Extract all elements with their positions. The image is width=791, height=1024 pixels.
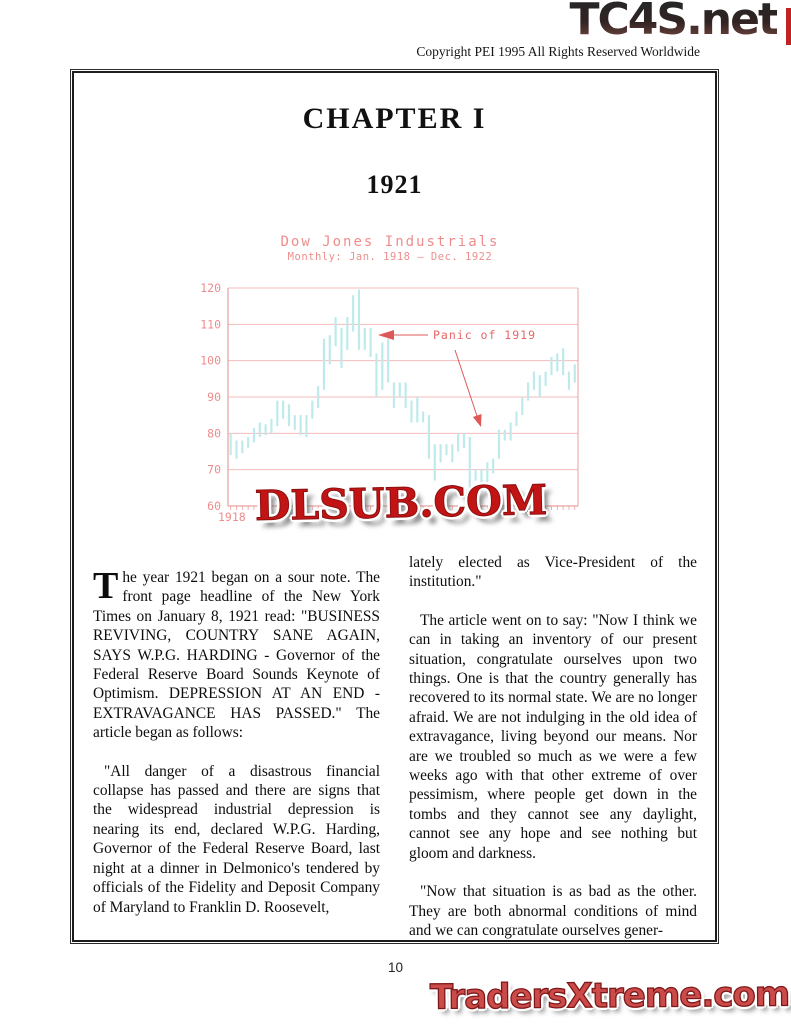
y-axis-tick-label: 90 xyxy=(207,390,221,404)
chapter-year: 1921 xyxy=(366,170,423,199)
copyright-line: Copyright PEI 1995 All Rights Reserved Worldwide xyxy=(416,44,700,59)
page-edge-red-mark xyxy=(786,8,791,45)
y-axis-tick-label: 60 xyxy=(207,499,221,513)
paragraph: The article went on to say: "Now I think we can in taking an inventory of our present situation, congratulate ourselves upon two things. One is that the country generally has recovered to its normal state. We are no longer afraid. We are not indulging in the old idea of extravagance, living beyond our means. Nor are we troubled so much as we were a few weeks ago with that other extreme of over pessimism, where people get down in the tombs and they cannot see any daylight, cannot see any hope and see nothing but gloom and darkness. xyxy=(409,611,697,862)
article-left-column xyxy=(93,565,380,936)
y-axis-tick-label: 80 xyxy=(207,426,221,441)
annotation-arrow-line xyxy=(455,350,477,416)
article-right-column xyxy=(409,553,697,959)
paragraph-text: he year 1921 began on a sour note. The front page headline of the New York Times on January 8, 1921 read: "BUSINESS REVIVING, COUNTRY SANE AGAIN, SAYS W.P.G. HARDING - Governor of the Federal Reserve Board Sounds Keynote of Optimism. DEPRESSION AT AN END - EXTRAVAGANCE HAS PASSED." The article began as follows: xyxy=(93,569,380,742)
drop-cap: T xyxy=(93,565,119,607)
y-axis-tick-label: 70 xyxy=(207,462,221,477)
annotation-left-arrowhead xyxy=(378,330,394,340)
tradersxtreme-watermark: TradersXtreme.com xyxy=(429,974,790,1018)
chart-title: Dow Jones Industrials xyxy=(280,234,500,250)
y-axis-tick-label: 110 xyxy=(200,317,221,332)
dlsub-watermark: DLSUB.COM xyxy=(254,475,548,531)
y-axis-tick-label: 100 xyxy=(200,353,221,368)
tc4s-watermark-logo: TC4S.net xyxy=(569,0,777,45)
y-axis-tick-label: 120 xyxy=(200,281,221,295)
x-axis-year-label: 1918 xyxy=(218,510,246,524)
annotation-label: Panic of 1919 xyxy=(433,328,537,342)
paragraph: "All danger of a disastrous financial collapse has passed and there are signs that the widespread industrial depression is nearing its end, declared W.P.G. Harding, Governor of the Federal Reserve Board, last night at a dinner in Delmonico's tendered by officials of the Fidelity and Deposit Company of Maryland to Franklin D. Roosevelt, xyxy=(93,762,380,916)
paragraph xyxy=(93,565,380,743)
annotation-down-arrowhead xyxy=(473,414,482,427)
paragraph: "Now that situation is as bad as the other. They are both abnormal conditions of mind and we can congratulate ourselves gener- xyxy=(409,883,697,939)
paragraph: lately elected as Vice-President of the institution." xyxy=(409,554,697,591)
page-number: 10 xyxy=(387,960,404,975)
chapter-title: CHAPTER I xyxy=(302,102,487,135)
chart-subtitle: Monthly: Jan. 1918 — Dec. 1922 xyxy=(287,251,493,263)
